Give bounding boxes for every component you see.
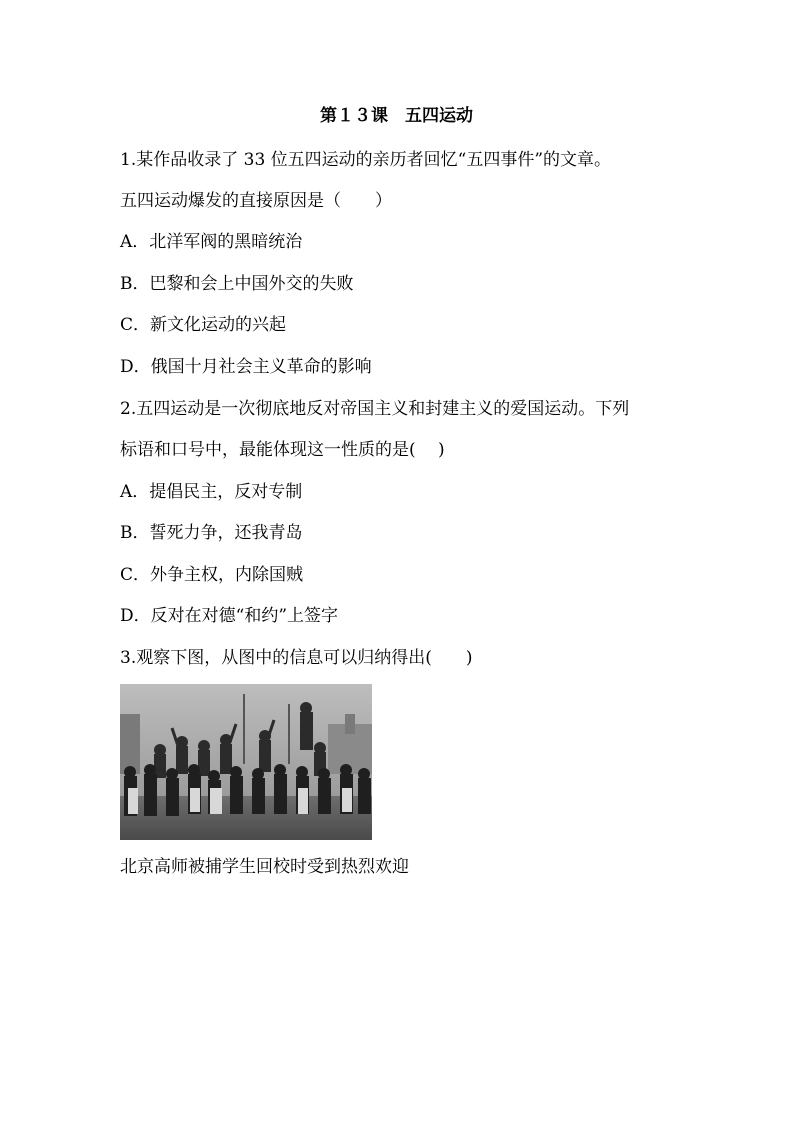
question-1-option-a: A．北洋军阀的黑暗统治 xyxy=(120,232,303,252)
question-2-option-a: A．提倡民主，反对专制 xyxy=(120,482,303,502)
question-2-stem-line-1: 2.五四运动是一次彻底地反对帝国主义和封建主义的爱国运动。下列 xyxy=(120,399,630,419)
question-2-option-b: B．誓死力争，还我青岛 xyxy=(120,523,303,543)
question-1-stem-line-2: 五四运动爆发的直接原因是（ ） xyxy=(120,191,392,211)
question-2-option-d: D．反对在对德“和约”上签字 xyxy=(120,606,339,626)
question-3-stem: 3.观察下图，从图中的信息可以归纳得出( ) xyxy=(120,648,473,668)
question-1-stem-line-1: 1.某作品收录了 33 位五四运动的亲历者回忆“五四事件”的文章。 xyxy=(120,150,612,170)
question-1-option-c: C．新文化运动的兴起 xyxy=(120,315,287,335)
question-2-option-c: C．外争主权，内除国贼 xyxy=(120,565,304,585)
historical-photo-crowd xyxy=(120,684,372,840)
photo-caption: 北京高师被捕学生回校时受到热烈欢迎 xyxy=(120,857,409,877)
question-1-option-b: B．巴黎和会上中国外交的失败 xyxy=(120,274,354,294)
lesson-title: 第１３课 五四运动 xyxy=(320,106,473,126)
question-2-stem-line-2: 标语和口号中，最能体现这一性质的是( ) xyxy=(120,440,445,460)
question-1-option-d: D．俄国十月社会主义革命的影响 xyxy=(120,357,372,377)
